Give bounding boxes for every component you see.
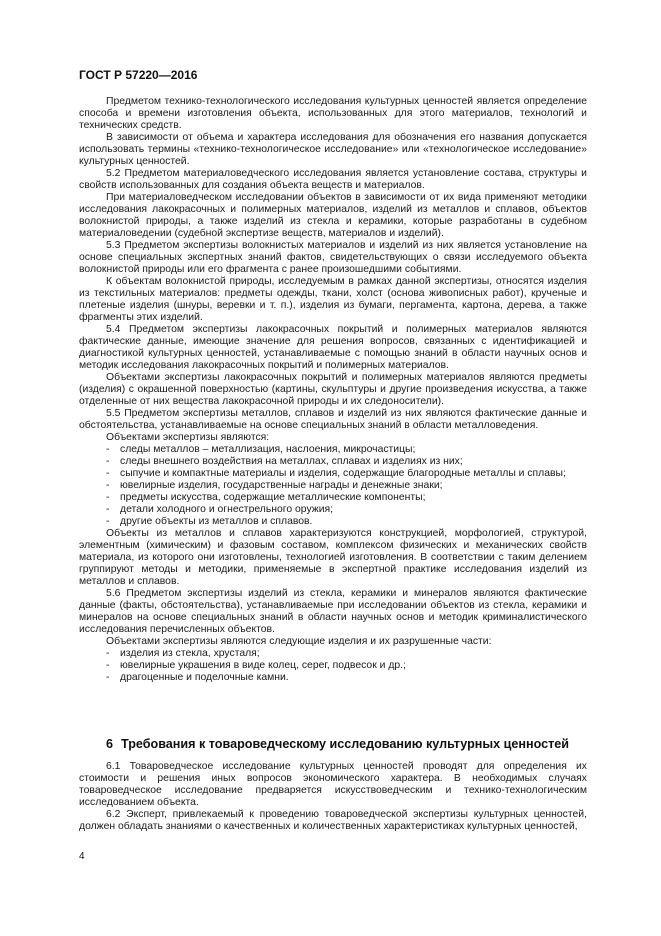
- page-number: 4: [79, 851, 85, 862]
- paragraph: Предметом технико-технологического исследования культурных ценностей является определение способа и времени изготовления объекта, использованных для этого материалов, технологий и технических средств.: [79, 96, 587, 131]
- list-item: - детали холодного и огнестрельного оружия;: [106, 504, 334, 515]
- paragraph: При материаловедческом исследовании объектов в зависимости от их вида применяют методики исследования лакокрасочных и полимерных материалов, изделий из металлов и сплавов, объектов волокнистой природы, а также изделий из стекла и керамики, которые разработаны в судебном материаловедении (судебной экспертизе веществ, материалов и изделий).: [79, 192, 587, 239]
- glass-list: [79, 648, 587, 684]
- body-text: [79, 96, 587, 684]
- list-item: - ювелирные украшения в виде колец, серег, подвесок и др.;: [106, 660, 406, 671]
- paragraph: Объектами экспертизы являются:: [106, 432, 270, 443]
- paragraph-5-5: 5.5 Предметом экспертизы металлов, сплавов и изделий из них являются фактические данные и обстоятельства, устанавливаемые на основе специальных знаний в области металловедения.: [79, 408, 587, 431]
- section-title: Требования к товароведческому исследованию культурных ценностей: [121, 737, 570, 751]
- paragraph-5-4: 5.4 Предметом экспертизы лакокрасочных покрытий и полимерных материалов являются фактические данные, имеющие значение для решения вопросов, связанных с идентификацией и диагностикой культурных ценностей, устанавливаемые с помощью знаний в области научных основ и методик исследования лакокрасочных покрытий и полимерных материалов.: [79, 324, 587, 371]
- standard-header: ГОСТ Р 57220—2016: [79, 68, 198, 82]
- section-6-body: [79, 761, 587, 833]
- metals-list: [79, 444, 587, 528]
- paragraph-5-3: 5.3 Предметом экспертизы волокнистых материалов и изделий из них является установление на основе специальных экспертных знаний фактов, свидетельствующих о связи исследуемого объекта волокнистой природы или его фрагмента с ранее произошедшими событиями.: [79, 240, 587, 275]
- paragraph-5-6: 5.6 Предметом экспертизы изделий из стекла, керамики и минералов являются фактические данные (факты, обстоятельства), устанавливаемые при исследовании объектов из стекла, керамики и минералов на основе специальных знаний в области научных основ и методик криминалистического исследования перечисленных объектов.: [79, 588, 587, 635]
- paragraph: Объектами экспертизы являются следующие изделия и их разрушенные части:: [106, 636, 492, 647]
- list-item: - следы металлов – металлизация, наслоения, микрочастицы;: [106, 444, 416, 455]
- list-item: - предметы искусства, содержащие металлические компоненты;: [106, 492, 426, 503]
- paragraph: К объектам волокнистой природы, исследуемым в рамках данной экспертизы, относятся изделия из текстильных материалов: предметы одежды, ткани, холст (основа живописных работ), крученые и плетеные изделия (шнуры, веревки и т. п.), изделия из бумаги, пергамента, картона, дерева, а также фрагменты этих изделий.: [79, 276, 587, 323]
- list-item: - сыпучие и компактные материалы и изделия, содержащие благородные металлы и сплавы;: [106, 468, 566, 479]
- list-item: - ювелирные изделия, государственные награды и денежные знаки;: [106, 480, 443, 491]
- list-item: - изделия из стекла, хрусталя;: [106, 648, 260, 659]
- list-item: - следы внешнего воздействия на металлах, сплавах и изделиях из них;: [106, 456, 463, 467]
- paragraph-6-2: 6.2 Эксперт, привлекаемый к проведению товароведческой экспертизы культурных ценностей, должен обладать знаниями о качественных и количественных характеристиках культурных ценностей,: [79, 809, 587, 832]
- paragraph: Объекты из металлов и сплавов характеризуются конструкцией, морфологией, структурой, элементным (химическим) и фазовым составом, комплексом физических и механических свойств материала, из которого они изготовлены, технологией изготовления. В соответствии с таким делением группируют методы и методики, применяемые в экспертной практике исследования изделий из металлов и сплавов.: [79, 528, 587, 587]
- paragraph-5-2: 5.2 Предметом материаловедческого исследования является установление состава, структуры и свойств использованных для создания объекта веществ и материалов.: [79, 168, 587, 191]
- section-6-heading: [106, 737, 569, 751]
- paragraph: Объектами экспертизы лакокрасочных покрытий и полимерных материалов являются предметы (изделия) с окрашенной поверхностью (картины, скульптуры и другие произведения искусства, а также отделенные от них вещества лакокрасочной природы и их следоносители).: [79, 372, 587, 407]
- list-item: - другие объекты из металлов и сплавов.: [106, 516, 313, 527]
- paragraph-6-1: 6.1 Товароведческое исследование культурных ценностей проводят для определения их стоимости и решения иных вопросов экономического характера. В необходимых случаях товароведческое исследование предваряется искусствоведческим и технико-технологическим исследованием объекта.: [79, 761, 587, 808]
- paragraph: В зависимости от объема и характера исследования для обозначения его названия допускается использовать термины «технико-технологическое исследование» или «технологическое исследование» культурных ценностей.: [79, 132, 587, 167]
- list-item: - драгоценные и поделочные камни.: [106, 672, 289, 683]
- section-number: 6: [106, 737, 114, 751]
